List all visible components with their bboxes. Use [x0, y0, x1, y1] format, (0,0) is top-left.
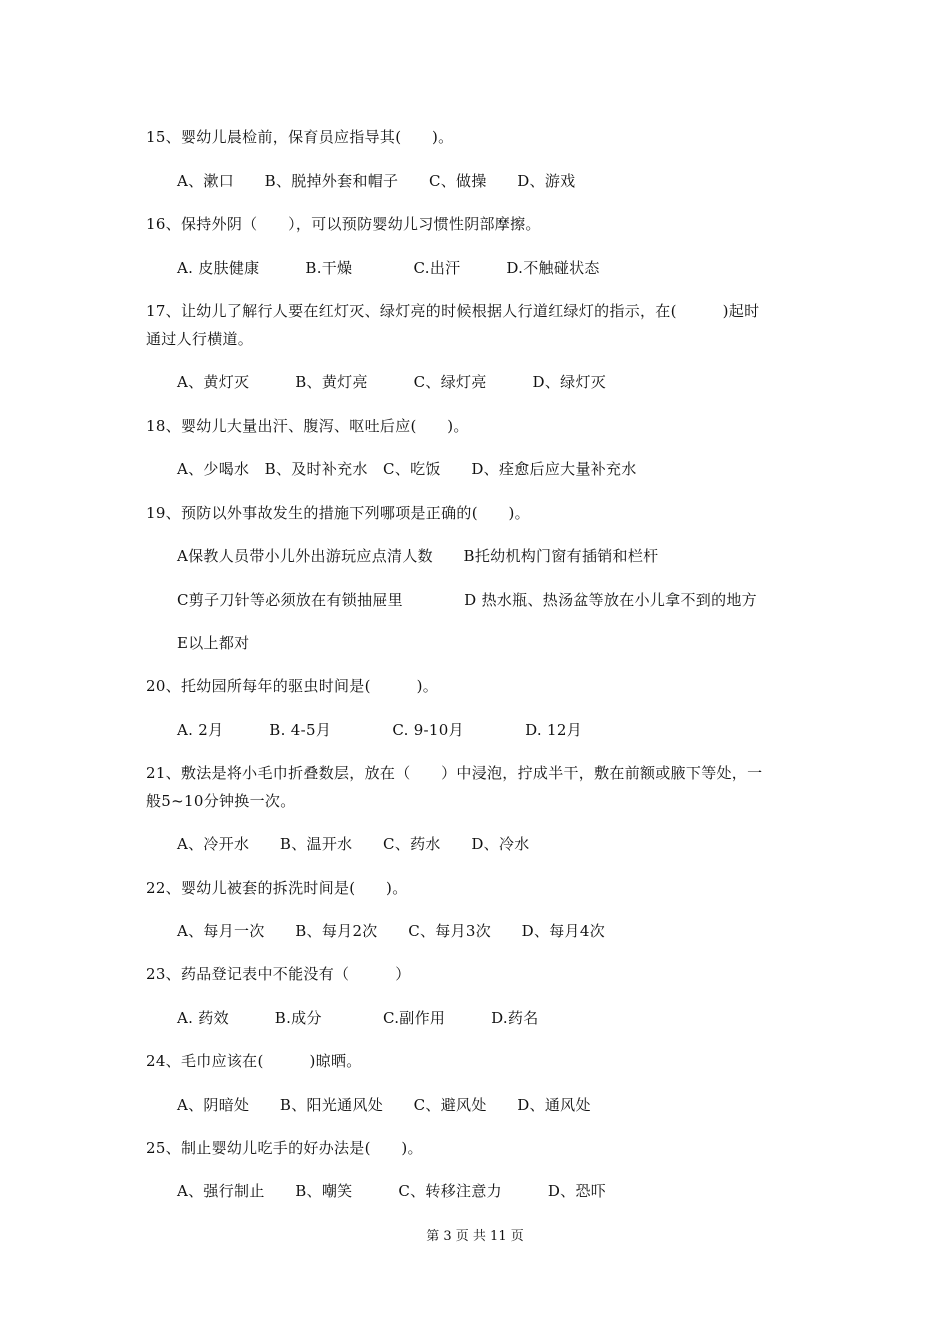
question-15-stem: 15、婴幼儿晨检前，保育员应指导其( )。 — [146, 128, 454, 146]
question-18-stem: 18、婴幼儿大量出汗、腹泻、呕吐后应( )。 — [146, 417, 469, 435]
question-21-stem-continued: 般5~10分钟换一次。 — [146, 792, 296, 810]
question-25-options: A、强行制止 B、嘲笑 C、转移注意力 D、恐吓 — [177, 1182, 607, 1200]
question-19-options-ab: A保教人员带小儿外出游玩应点清人数 B托幼机构门窗有插销和栏杆 — [177, 547, 659, 565]
question-22-options: A、每月一次 B、每月2次 C、每月3次 D、每月4次 — [177, 922, 605, 940]
question-17-options: A、黄灯灭 B、黄灯亮 C、绿灯亮 D、绿灯灭 — [177, 373, 607, 391]
question-21-options: A、冷开水 B、温开水 C、药水 D、冷水 — [177, 835, 530, 853]
question-24-stem: 24、毛巾应该在( )晾晒。 — [146, 1052, 362, 1070]
question-21-stem: 21、敷法是将小毛巾折叠数层，放在（ ）中浸泡，拧成半干，敷在前额或腋下等处，一 — [146, 764, 763, 782]
question-17-stem: 17、让幼儿了解行人要在红灯灭、绿灯亮的时候根据人行道红绿灯的指示，在( )起时 — [146, 302, 760, 320]
question-25-stem: 25、制止婴幼儿吃手的好办法是( )。 — [146, 1139, 423, 1157]
question-23-options: A. 药效 B.成分 C.副作用 D.药名 — [177, 1009, 539, 1027]
question-24-options: A、阴暗处 B、阳光通风处 C、避风处 D、通风处 — [177, 1096, 591, 1114]
question-19-stem: 19、预防以外事故发生的措施下列哪项是正确的( )。 — [146, 504, 530, 522]
question-20-options: A. 2月 B. 4-5月 C. 9-10月 D. 12月 — [177, 721, 583, 739]
question-22-stem: 22、婴幼儿被套的拆洗时间是( )。 — [146, 879, 408, 897]
question-15-options: A、漱口 B、脱掉外套和帽子 C、做操 D、游戏 — [177, 172, 576, 190]
question-20-stem: 20、托幼园所每年的驱虫时间是( )。 — [146, 677, 439, 695]
question-16-options: A. 皮肤健康 B.干燥 C.出汗 D.不触碰状态 — [177, 259, 600, 277]
question-18-options: A、少喝水 B、及时补充水 C、吃饭 D、痊愈后应大量补充水 — [177, 460, 637, 478]
question-17-stem-continued: 通过人行横道。 — [146, 330, 254, 348]
question-19-option-e: E以上都对 — [177, 634, 250, 652]
question-19-options-cd: C剪子刀针等必须放在有锁抽屉里 D 热水瓶、热汤盆等放在小儿拿不到的地方 — [177, 591, 757, 609]
page-number-footer: 第 3 页 共 11 页 — [426, 1229, 524, 1244]
question-23-stem: 23、药品登记表中不能没有（ ） — [146, 965, 411, 983]
question-16-stem: 16、保持外阴（ ），可以预防婴幼儿习惯性阴部摩擦。 — [146, 215, 541, 233]
